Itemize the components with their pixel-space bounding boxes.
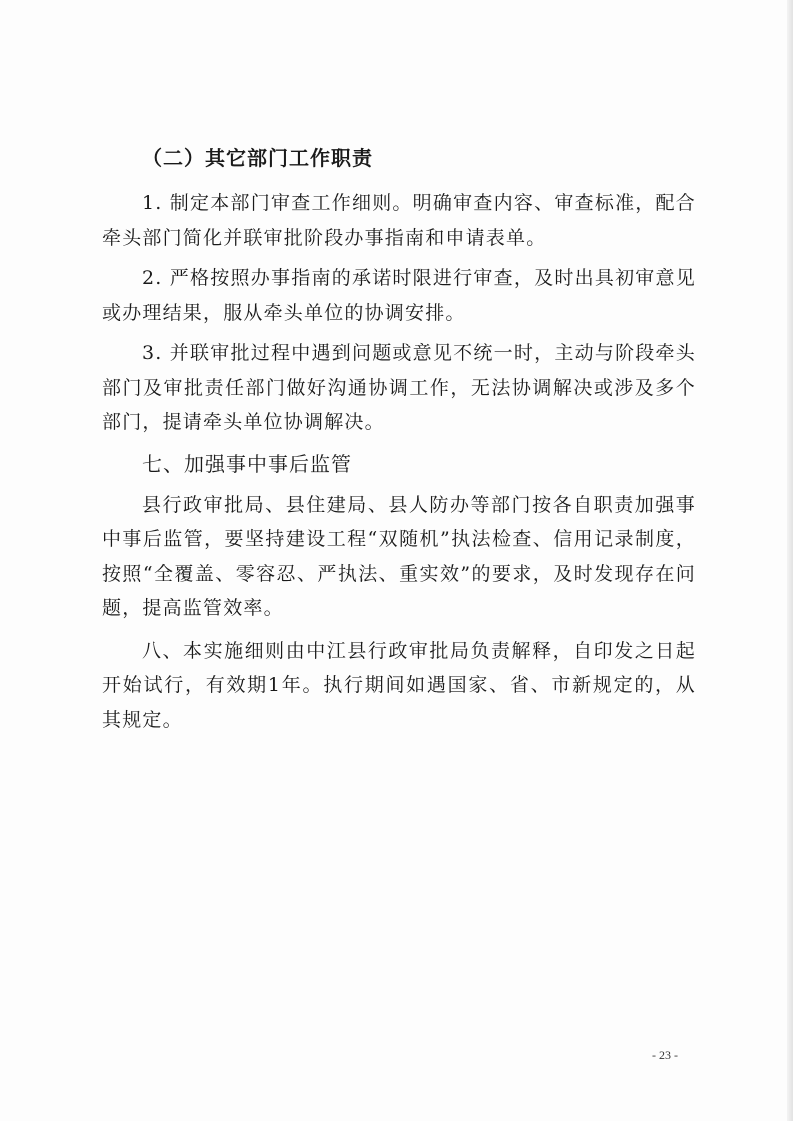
- section-heading-other-departments: （二）其它部门工作职责: [142, 146, 373, 170]
- page-number: - 23 -: [652, 1048, 678, 1062]
- scan-edge: [787, 0, 793, 1121]
- paragraph-supervision: 县行政审批局、县住建局、县人防办等部门按各自职责加强事中事后监管，要坚持建设工程“双随机”执法检查、信用记录制度，按照“全覆盖、零容忍、严执法、重实效”的要求，及时发现存在问题，提高监管效率。: [102, 493, 696, 619]
- list-item: 2. 严格按照办事指南的承诺时限进行审查，及时出具初审意见或办理结果，服从牵头单位的协调安排。: [102, 267, 696, 324]
- list-item: 1. 制定本部门审查工作细则。明确审查内容、审查标准，配合牵头部门简化并联审批阶段办事指南和申请表单。: [102, 192, 696, 249]
- list-item: 3. 并联审批过程中遇到问题或意见不统一时，主动与阶段牵头部门及审批责任部门做好沟通协调工作，无法协调解决或涉及多个部门，提请牵头单位协调解决。: [102, 342, 696, 433]
- section-heading-supervision: 七、加强事中事后监管: [142, 451, 352, 476]
- document-body: [102, 140, 696, 737]
- paragraph-interpretation: 八、本实施细则由中江县行政审批局负责解释，自印发之日起开始试行，有效期1年。执行期间如遇国家、省、市新规定的，从其规定。: [102, 639, 696, 731]
